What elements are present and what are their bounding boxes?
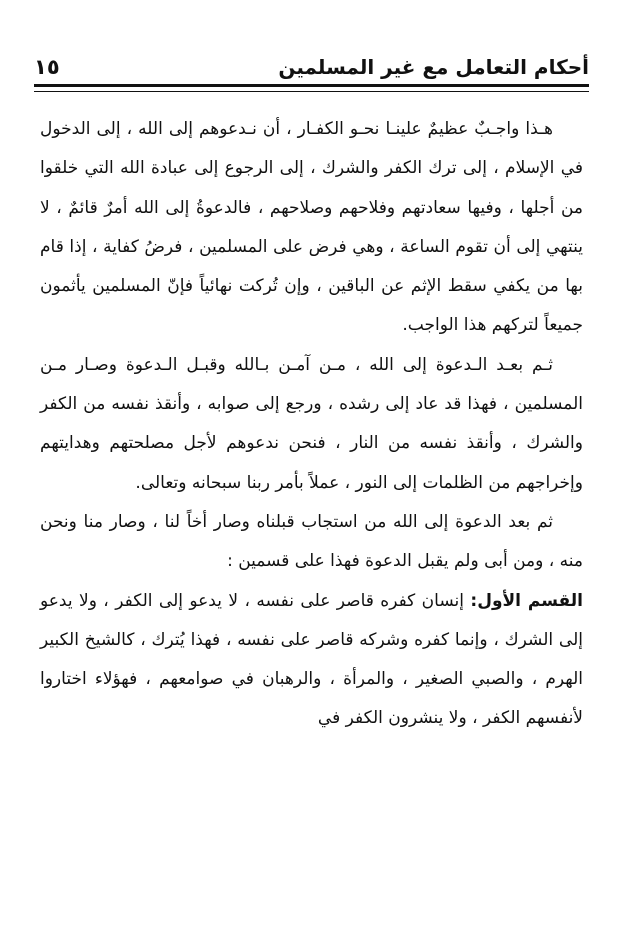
- paragraph: ثـم بعـد الـدعوة إلى الله ، مـن آمـن بـالله وقبـل الـدعوة وصـار مـن المسلمين ، فهذا قد عاد إلى رشده ، ورجع إلى صوابه ، وأنقذ نفسه من الكفر والشرك ، وأنقذ نفسه من النار ، فنحن ندعوهم لأجل مصلحتهم وهدايتهم وإخراجهم من الظلمات إلى النور ، عملاً بأمر ربنا سبحانه وتعالى.: [40, 354, 583, 493]
- header-rule-thin: [34, 91, 589, 92]
- section-label: القسم الأول:: [470, 590, 583, 611]
- paragraph: ثم بعد الدعوة إلى الله من استجاب قبلناه وصار أخاً لنا ، وصار منا ونحن منه ، ومن أبى ولم يقبل الدعوة فهذا على قسمين :: [40, 511, 583, 572]
- section-text: إنسان كفره قاصر على نفسه ، لا يدعو إلى الكفر ، ولا يدعو إلى الشرك ، وإنما كفره وشركه قاصر على نفسه ، فهذا يُترك ، كالشيخ الكبير الهرم ، والصبي الصغير ، والمرأة ، والرهبان في صوامعهم ، فهؤلاء اختاروا لأنفسهم الكفر ، ولا ينشرون الكفر في: [40, 590, 583, 729]
- page-number: ١٥: [34, 55, 60, 79]
- page-header: [34, 42, 589, 82]
- paragraph: هـذا واجـبٌ عظيمٌ علينـا نحـو الكفـار ، أن نـدعوهم إلى الله ، إلى الدخول في الإسلام ، إلى ترك الكفر والشرك ، إلى الرجوع إلى عبادة الله التي خلقوا من أجلها ، وفيها سعادتهم وفلاحهم وصلاحهم ، فالدعوةُ إلى الله أمرٌ قائمٌ ، لا ينتهي إلى أن تقوم الساعة ، وهي فرض على المسلمين ، فرضُ كفاية ، إذا قام بها من يكفي سقط الإثم عن الباقين ، وإن تُركت نهائياً فإنّ المسلمين يأثمون جميعاً لتركهم هذا الواجب.: [40, 119, 583, 336]
- running-title: أحكام التعامل مع غير المسلمين: [278, 55, 589, 79]
- section-paragraph: [40, 582, 583, 739]
- header-rule-thick: [34, 84, 589, 87]
- body-text: [40, 110, 583, 739]
